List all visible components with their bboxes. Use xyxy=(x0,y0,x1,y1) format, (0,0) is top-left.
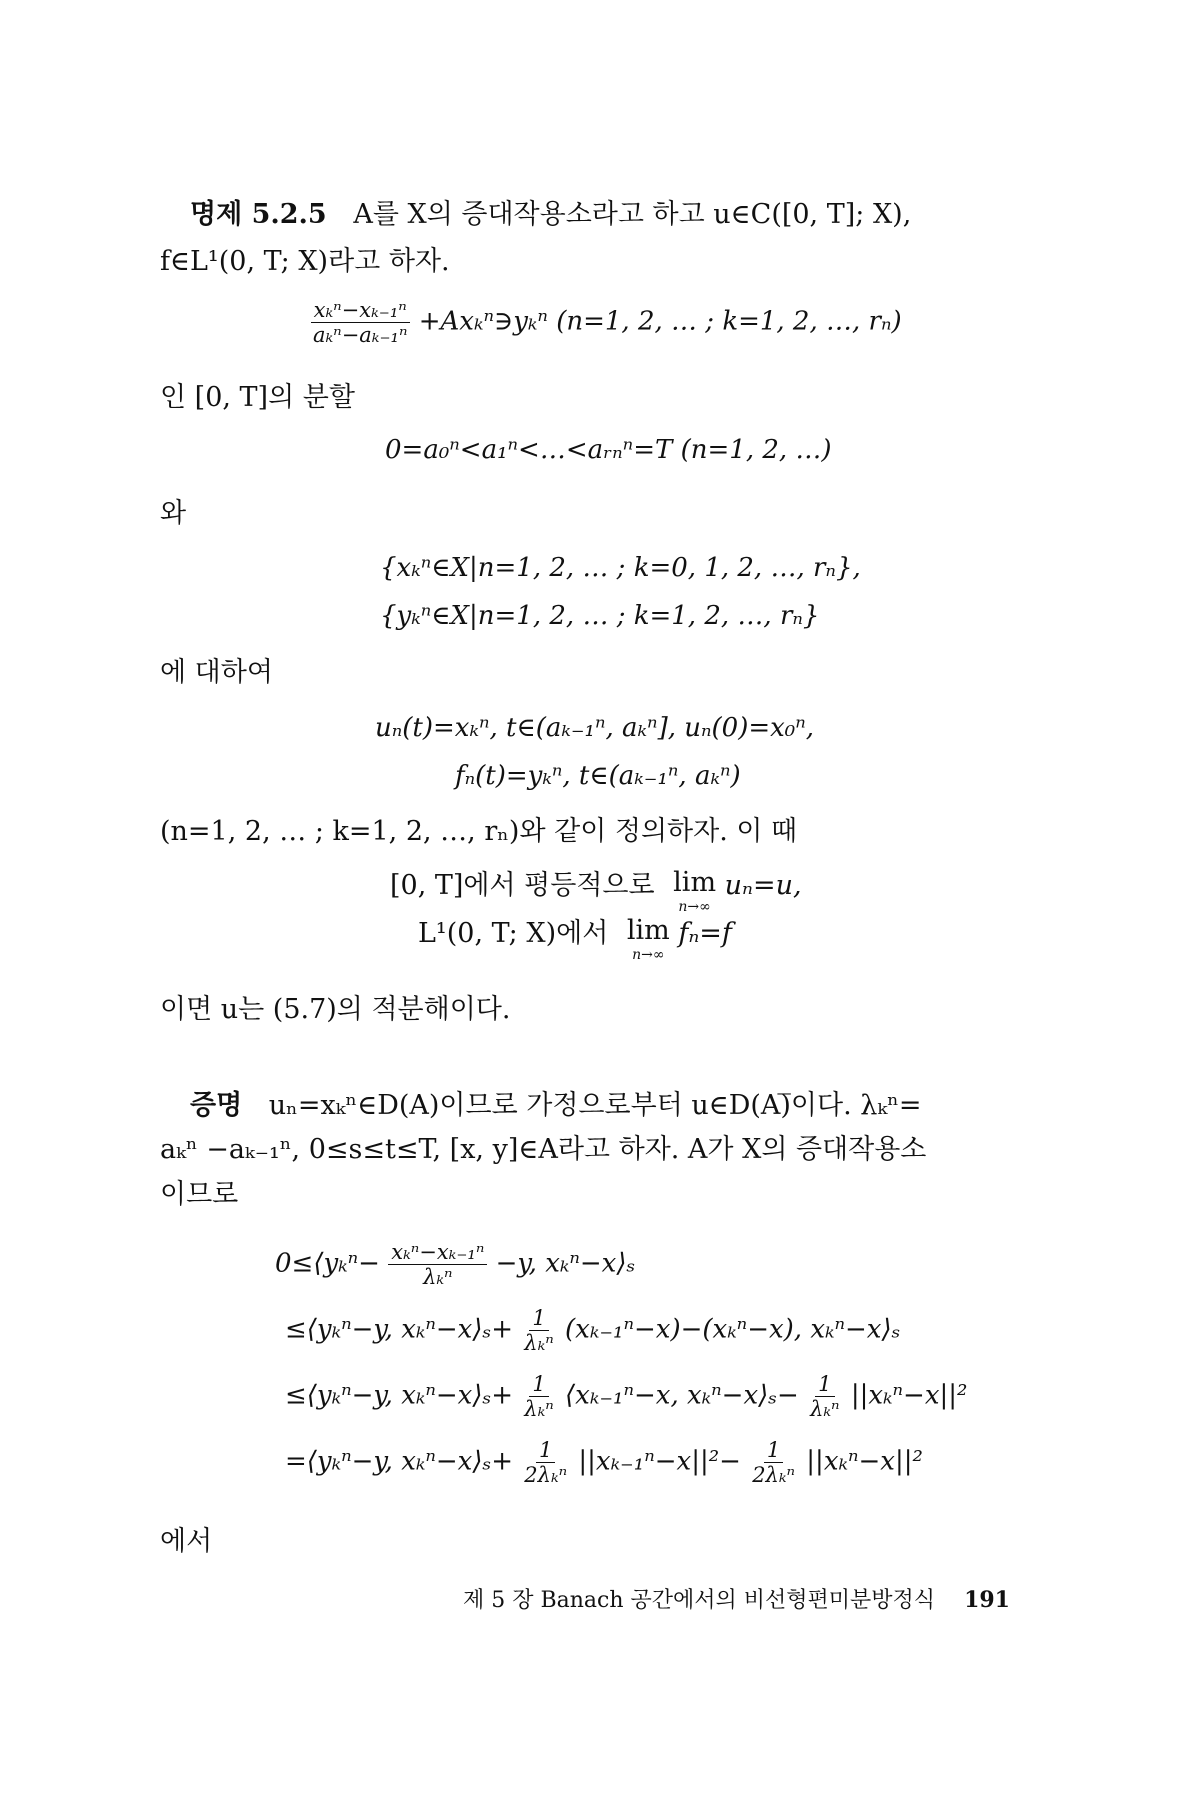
equation-5a-prefix: [0, T]에서 평등적으로 xyxy=(390,870,655,901)
inequality-2-fraction xyxy=(521,1306,556,1355)
equation-5a-lim-subscript: n→∞ xyxy=(678,899,711,915)
text-partition: 인 [0, T]의 분할 xyxy=(160,382,355,413)
inequality-4-suffix: ||xₖⁿ−x||² xyxy=(806,1446,923,1477)
equation-5b-prefix: L¹(0, T; X)에서 xyxy=(418,918,609,949)
equation-5a-suffix: uₙ=u, xyxy=(724,870,802,901)
proposition-label: 명제 5.2.5 xyxy=(190,199,327,230)
equation-1-fraction xyxy=(310,298,410,347)
equation-3b: {yₖⁿ∈X|n=1, 2, … ; k=1, 2, …, rₙ} xyxy=(380,601,820,631)
equation-1-denominator: aₖⁿ−aₖ₋₁ⁿ xyxy=(313,323,408,347)
inequality-2-numerator: 1 xyxy=(529,1306,548,1331)
inequality-3-denominator-2: λₖⁿ xyxy=(810,1397,840,1421)
equation-5b-limit xyxy=(627,914,670,962)
inequality-1-suffix: −y, xₖⁿ−x⟩ₛ xyxy=(495,1248,636,1279)
inequality-4 xyxy=(285,1438,923,1487)
inequality-1-denominator: λₖⁿ xyxy=(423,1265,453,1289)
inequality-4-fraction-1 xyxy=(521,1438,570,1487)
inequality-4-numerator-2: 1 xyxy=(764,1438,783,1463)
inequality-3 xyxy=(285,1372,967,1421)
text-for: 에 대하여 xyxy=(160,657,273,688)
equation-5b xyxy=(418,914,732,962)
proposition-line-2: f∈L¹(0, T; X)라고 하자. xyxy=(160,246,450,277)
equation-1 xyxy=(310,298,902,347)
inequality-2-denominator: λₖⁿ xyxy=(524,1331,554,1355)
proposition-conclusion: 이면 u는 (5.7)의 적분해이다. xyxy=(160,994,511,1025)
inequality-3-denominator-1: λₖⁿ xyxy=(524,1397,554,1421)
page-footer xyxy=(463,1583,1010,1614)
inequality-3-prefix: ≤⟨yₖⁿ−y, xₖⁿ−x⟩ₛ+ xyxy=(285,1380,514,1411)
equation-5a-limit xyxy=(673,866,716,914)
inequality-3-numerator-1: 1 xyxy=(529,1372,548,1397)
inequality-1 xyxy=(275,1240,635,1289)
page-number: 191 xyxy=(964,1587,1010,1613)
equation-5b-suffix: fₙ=f xyxy=(678,918,732,949)
inequality-4-numerator-1: 1 xyxy=(536,1438,555,1463)
equation-5a xyxy=(390,866,802,914)
equation-3a: {xₖⁿ∈X|n=1, 2, … ; k=0, 1, 2, …, rₙ}, xyxy=(380,553,861,583)
inequality-4-prefix: =⟨yₖⁿ−y, xₖⁿ−x⟩ₛ+ xyxy=(285,1446,514,1477)
text-in: 에서 xyxy=(160,1526,213,1557)
inequality-2 xyxy=(285,1306,900,1355)
line-define: (n=1, 2, … ; k=1, 2, …, rₙ)와 같이 정의하자. 이 때 xyxy=(160,816,798,847)
inequality-2-prefix: ≤⟨yₖⁿ−y, xₖⁿ−x⟩ₛ+ xyxy=(285,1314,514,1345)
proof-line-1-text: uₙ=xₖⁿ∈D(A)이므로 가정으로부터 u∈D(A)̅이다. λₖⁿ= xyxy=(268,1090,922,1121)
proof-line-3: 이므로 xyxy=(160,1179,239,1210)
inequality-3-fraction-1 xyxy=(521,1372,556,1421)
equation-2: 0=a₀ⁿ<a₁ⁿ<…<aᵣₙⁿ=T (n=1, 2, …) xyxy=(385,435,832,465)
inequality-3-fraction-2 xyxy=(807,1372,842,1421)
inequality-1-prefix: 0≤⟨yₖⁿ− xyxy=(275,1248,380,1279)
inequality-3-numerator-2: 1 xyxy=(815,1372,834,1397)
equation-1-numerator: xₖⁿ−xₖ₋₁ⁿ xyxy=(311,298,410,323)
inequality-1-numerator: xₖⁿ−xₖ₋₁ⁿ xyxy=(388,1240,487,1265)
equation-4a: uₙ(t)=xₖⁿ, t∈(aₖ₋₁ⁿ, aₖⁿ], uₙ(0)=x₀ⁿ, xyxy=(375,713,815,743)
proposition-header-line xyxy=(190,195,911,235)
inequality-4-fraction-2 xyxy=(749,1438,798,1487)
inequality-4-denominator-2: 2λₖⁿ xyxy=(752,1463,796,1487)
inequality-1-fraction xyxy=(388,1240,487,1289)
inequality-4-denominator-1: 2λₖⁿ xyxy=(524,1463,568,1487)
proposition-line-1: A를 X의 증대작용소라고 하고 u∈C([0, T]; X), xyxy=(353,199,912,230)
proof-line-1 xyxy=(190,1086,922,1126)
equation-1-rest: +Axₖⁿ∋yₖⁿ (n=1, 2, … ; k=1, 2, …, rₙ) xyxy=(418,306,902,337)
inequality-3-suffix: ||xₖⁿ−x||² xyxy=(850,1380,968,1411)
equation-4b: fₙ(t)=yₖⁿ, t∈(aₖ₋₁ⁿ, aₖⁿ) xyxy=(455,761,741,791)
inequality-4-middle: ||xₖ₋₁ⁿ−x||²− xyxy=(578,1446,741,1477)
proof-label: 증명 xyxy=(190,1090,243,1121)
inequality-3-middle: ⟨xₖ₋₁ⁿ−x, xₖⁿ−x⟩ₛ− xyxy=(565,1380,799,1411)
footer-chapter: 제 5 장 Banach 공간에서의 비선형편미분방정식 xyxy=(463,1588,936,1613)
equation-5b-lim-subscript: n→∞ xyxy=(632,947,665,963)
equation-5b-lim: lim xyxy=(626,915,670,946)
equation-5a-lim: lim xyxy=(673,867,717,898)
proof-line-2: aₖⁿ −aₖ₋₁ⁿ, 0≤s≤t≤T, [x, y]∈A라고 하자. A가 X의 증대작용소 xyxy=(160,1134,927,1165)
text-and: 와 xyxy=(160,498,187,529)
inequality-2-suffix: (xₖ₋₁ⁿ−x)−(xₖⁿ−x), xₖⁿ−x⟩ₛ xyxy=(565,1314,901,1345)
